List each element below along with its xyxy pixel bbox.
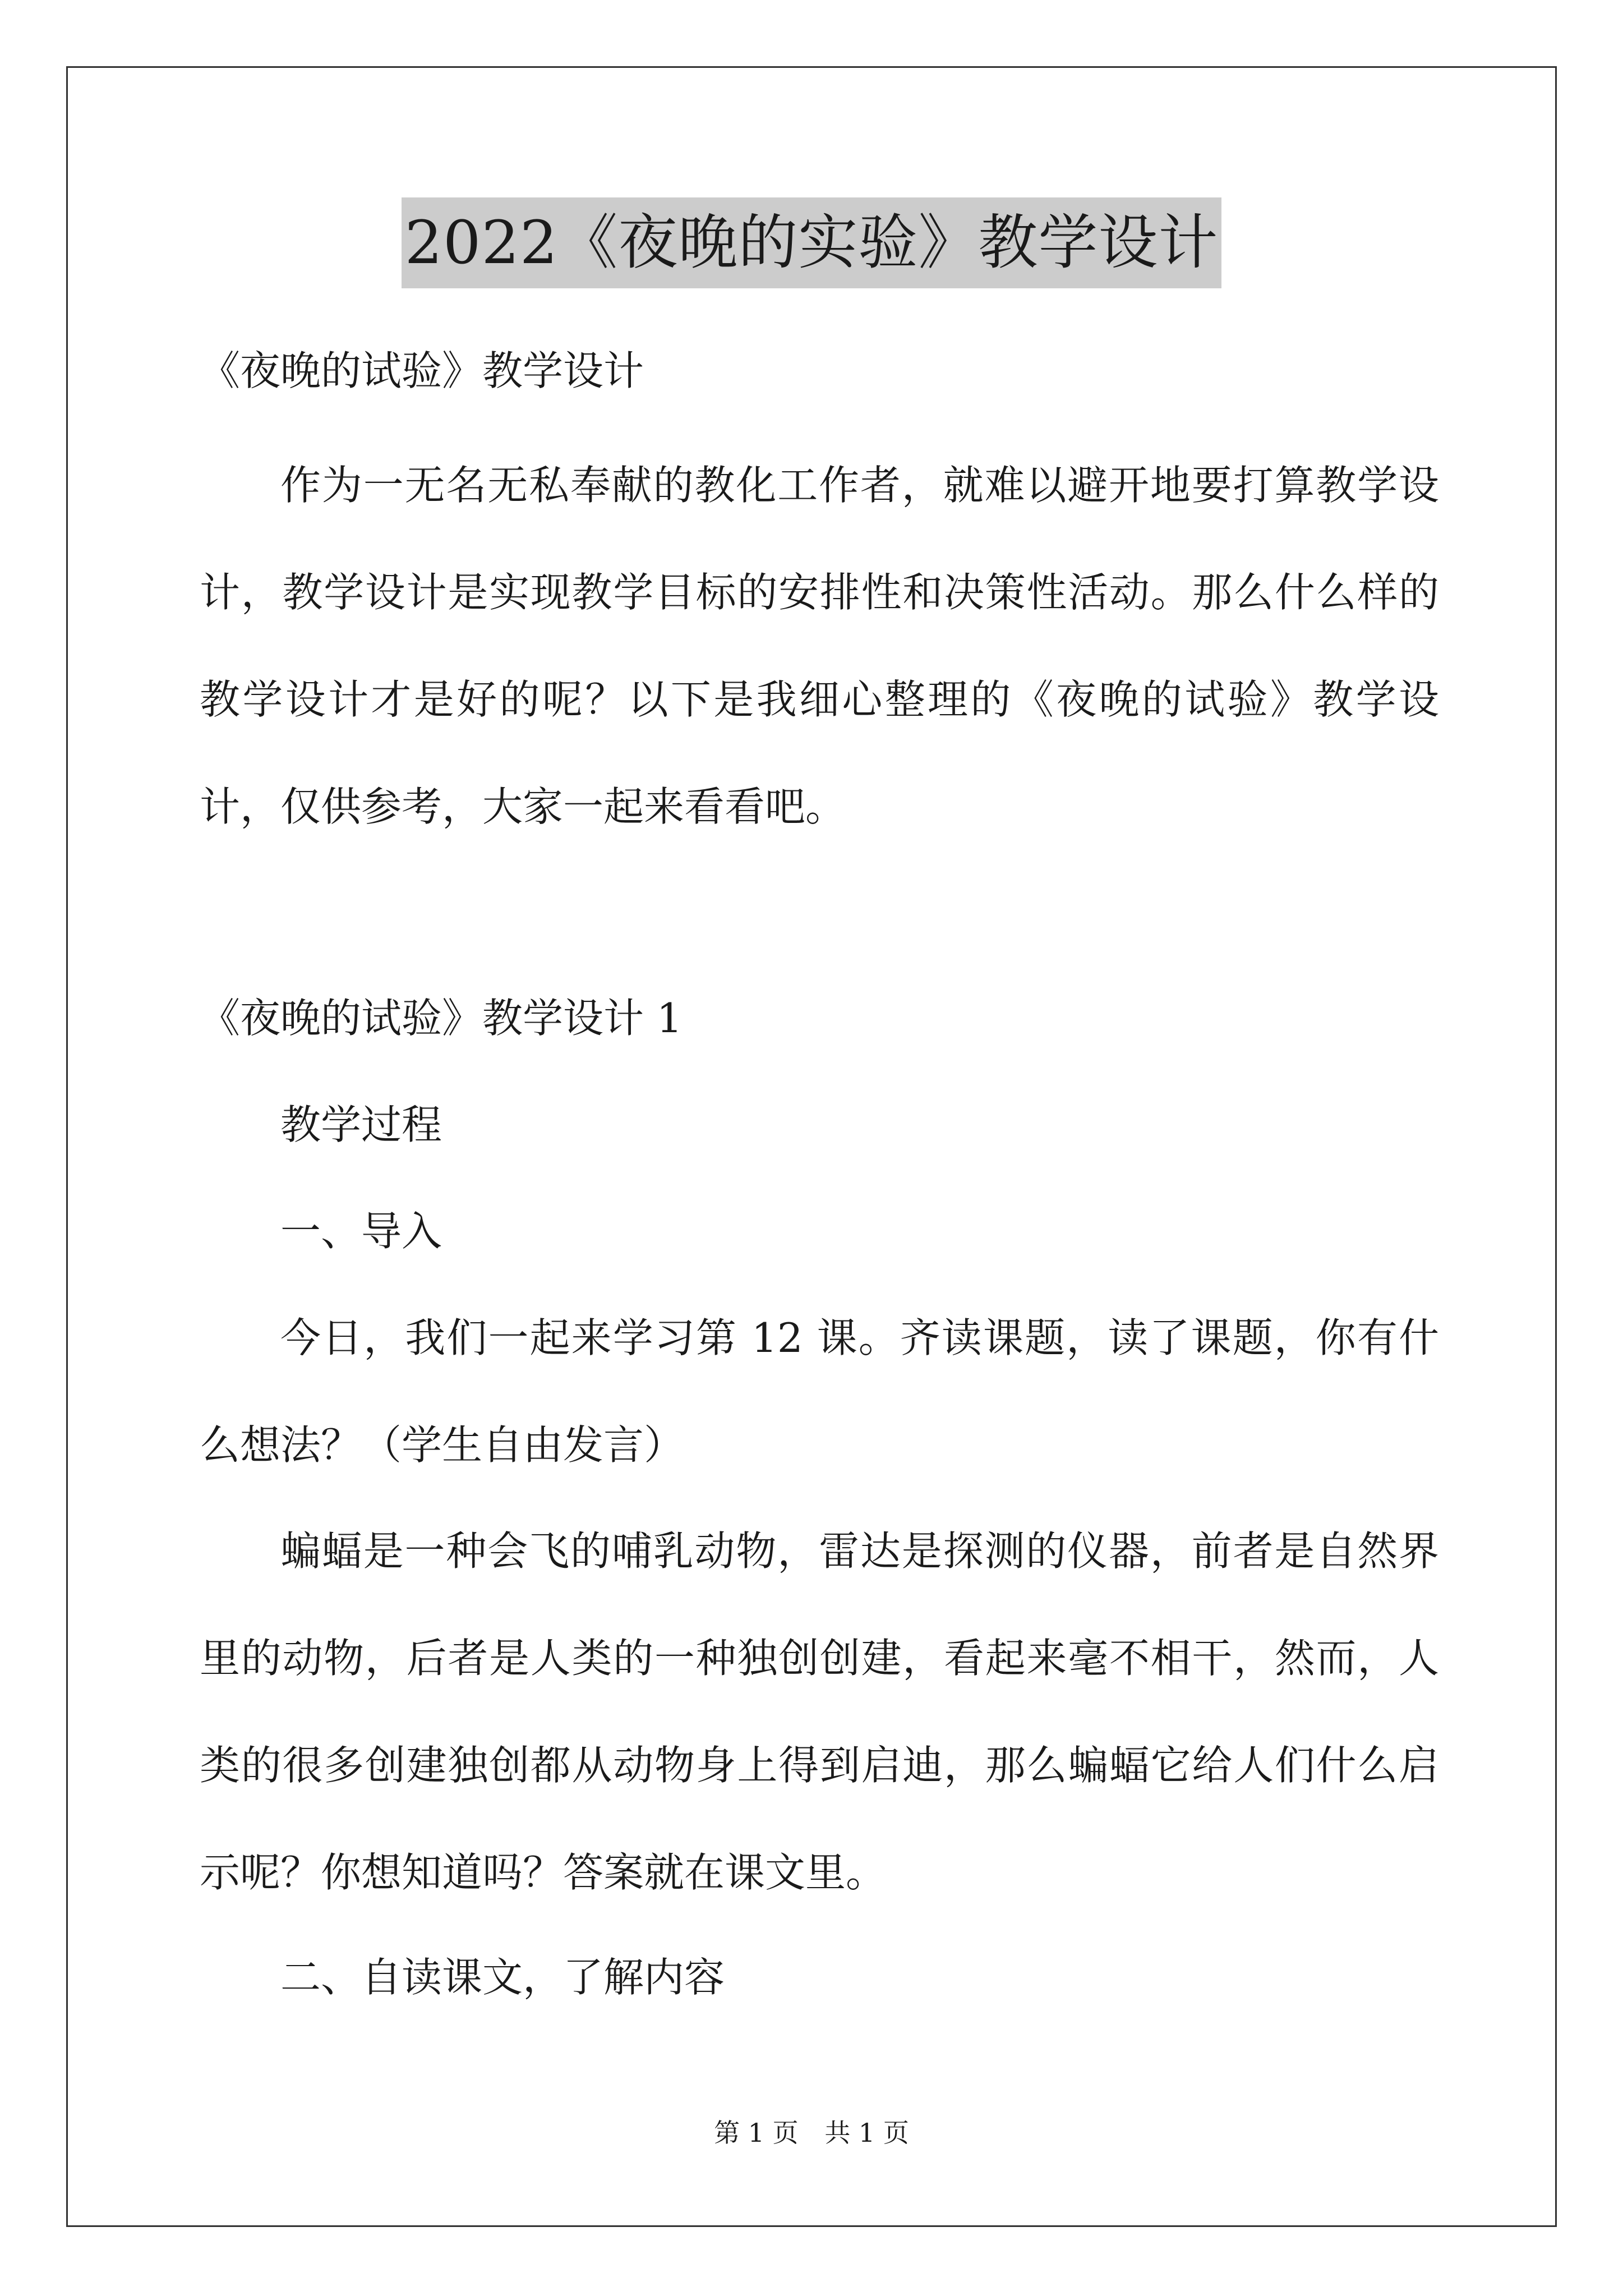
step-two-heading: 二、自读课文，了解内容 (280, 1954, 725, 2001)
page-footer (0, 2116, 1623, 2150)
section-heading: 《夜晚的试验》教学设计 1 (200, 995, 683, 1042)
intro-paragraph: 作为一无名无私奉献的教化工作者，就难以避开地要打算教学设计，教学设计是实现教学目标的安排性和决策性活动。那么什么样的教学设计才是好的呢？以下是我细心整理的《夜晚的试验》教学设计，仅供参考，大家一起来看看吧。 (200, 462, 1439, 830)
step-one-paragraph-2: 蝙蝠是一种会飞的哺乳动物，雷达是探测的仪器，前者是自然界里的动物，后者是人类的一种独创创建，看起来毫不相干，然而，人类的很多创建独创都从动物身上得到启迪，那么蝙蝠它给人们什么启示呢？你想知道吗？答案就在课文里。 (200, 1527, 1439, 1896)
step-one-paragraph-1: 今日，我们一起来学习第 12 课。齐读课题，读了课题，你有什么想法？（学生自由发言） (200, 1314, 1439, 1469)
document-subtitle: 《夜晚的试验》教学设计 (200, 347, 644, 394)
process-heading: 教学过程 (280, 1101, 442, 1148)
document-title: 2022《夜晚的实验》教学设计 (402, 197, 1222, 288)
page-total: 共 1 页 (824, 2118, 909, 2148)
step-one-heading: 一、导入 (280, 1208, 442, 1255)
title-container (0, 197, 1623, 288)
page-number: 第 1 页 (714, 2118, 799, 2148)
